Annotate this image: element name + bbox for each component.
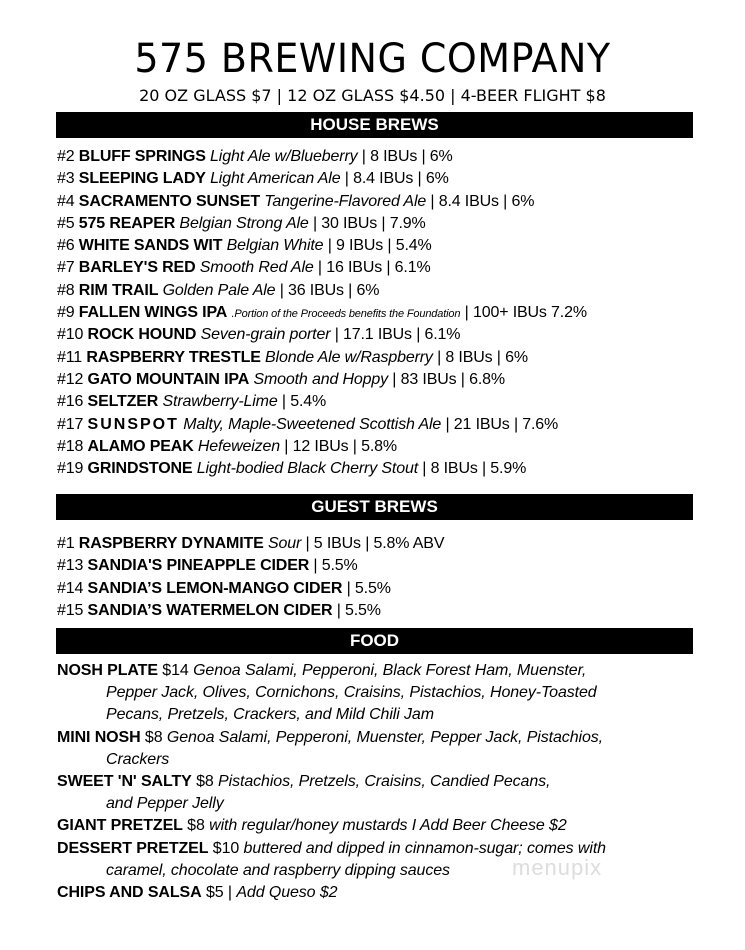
food-description: caramel, chocolate and raspberry dipping sauces (106, 861, 450, 879)
beer-item (57, 533, 707, 555)
beer-item (57, 391, 707, 413)
food-item (57, 771, 717, 815)
beer-name: ALAMO PEAK (87, 437, 194, 455)
beer-name: SUNSPOT (87, 415, 179, 433)
beer-number: #14 (57, 579, 84, 597)
beer-number: #15 (57, 601, 84, 619)
beer-number: #17 (57, 415, 84, 433)
page-title: 575 BREWING COMPANY (134, 36, 611, 82)
beer-stats: | 36 IBUs | 6% (275, 281, 380, 299)
food-price: $14 (162, 662, 189, 679)
beer-style: Blonde Ale w/Raspberry (265, 348, 433, 366)
beer-name: SANDIA’S WATERMELON CIDER (87, 601, 333, 619)
food-price: $8 (187, 817, 205, 835)
food-item (57, 727, 717, 771)
beer-stats: | 9 IBUs | 5.4% (323, 237, 432, 255)
beer-style: Strawberry-Lime (162, 393, 278, 411)
food-name: SWEET 'N' SALTY (57, 772, 192, 790)
beer-name: BLUFF SPRINGS (78, 148, 206, 165)
food-name: GIANT PRETZEL (57, 817, 183, 835)
beer-number: #6 (57, 237, 75, 255)
food-heading: FOOD (56, 628, 693, 654)
food-description: Genoa Salami, Pepperoni, Muenster, Pepper Jack, Pistachios, (166, 728, 603, 746)
beer-stats: | 83 IBUs | 6.8% (388, 370, 505, 388)
beer-stats: | 5.5% (342, 579, 391, 597)
food-description: and Pepper Jelly (106, 795, 224, 813)
beer-item (57, 146, 707, 168)
beer-style: Hefeweizen (197, 437, 281, 455)
beer-style: Light Ale w/Blueberry (210, 148, 358, 165)
food-description: Crackers (106, 750, 170, 768)
beer-item (57, 235, 707, 257)
beer-number: #5 (57, 214, 75, 232)
beer-stats: | 5.4% (277, 393, 327, 411)
beer-style: Sour (267, 535, 302, 552)
beer-stats: | 100+ IBUs 7.2% (460, 304, 587, 322)
beer-item (57, 324, 707, 346)
food-name: DESSERT PRETZEL (57, 839, 209, 857)
food-item (57, 660, 717, 727)
beer-stats: | 21 IBUs | 7.6% (441, 415, 559, 433)
food-item (57, 838, 717, 882)
food-description: with regular/honey mustards I Add Beer Cheese $2 (209, 817, 567, 835)
beer-stats: | 8 IBUs | 6% (432, 348, 528, 366)
food-name: NOSH PLATE (57, 662, 158, 679)
beer-stats: | 8.4 IBUs | 6% (426, 192, 535, 210)
beer-number: #9 (57, 304, 75, 322)
beer-item (57, 436, 707, 458)
beer-stats: | 12 IBUs | 5.8% (280, 437, 397, 455)
food-name: MINI NOSH (57, 728, 141, 746)
food-name: CHIPS AND SALSA (57, 883, 202, 901)
beer-style: Light-bodied Black Cherry Stout (196, 460, 418, 478)
beer-number: #19 (57, 460, 84, 478)
beer-name: GRINDSTONE (87, 460, 193, 478)
beer-stats: | 30 IBUs | 7.9% (308, 214, 426, 232)
beer-stats: | 17.1 IBUs | 6.1% (330, 326, 461, 344)
food-price: $8 (144, 728, 163, 746)
beer-number: #18 (57, 437, 84, 455)
food-price: $10 (212, 839, 240, 857)
food-item (57, 882, 717, 904)
beer-item (57, 369, 707, 391)
food-item (57, 815, 717, 837)
beer-item (57, 458, 707, 480)
beer-stats: | 5.5% (332, 601, 381, 619)
beer-style: .Portion of the Proceeds benefits the Foundation (231, 308, 461, 321)
beer-style: Belgian White (226, 237, 324, 255)
beer-number: #3 (57, 170, 75, 188)
separator: | (227, 883, 237, 901)
beer-number: #4 (57, 192, 75, 210)
guest-brews-heading: GUEST BREWS (56, 494, 693, 520)
beer-item (57, 600, 707, 622)
beer-item (57, 555, 707, 577)
beer-name: SANDIA'S PINEAPPLE CIDER (87, 557, 310, 575)
beer-stats: | 8 IBUs | 6% (357, 148, 453, 165)
food-description: Pepper Jack, Olives, Cornichons, Craisins, Pistachios, Honey-Toasted (106, 684, 597, 702)
beer-style: Malty, Maple-Sweetened Scottish Ale (183, 415, 442, 433)
beer-stats: | 16 IBUs | 6.1% (313, 259, 431, 277)
beer-name: RIM TRAIL (78, 281, 159, 299)
beer-style: Light American Ale (210, 170, 341, 188)
beer-number: #8 (57, 281, 75, 299)
beer-name: FALLEN WINGS IPA (78, 304, 228, 322)
beer-name: RASPBERRY TRESTLE (86, 348, 261, 366)
beer-item (57, 414, 707, 436)
house-brews-list (57, 146, 707, 480)
beer-item (57, 213, 707, 235)
beer-number: #2 (57, 148, 75, 165)
beer-number: #1 (57, 535, 75, 552)
food-list (57, 660, 717, 904)
beer-style: Smooth Red Ale (199, 259, 314, 277)
beer-name: RASPBERRY DYNAMITE (78, 535, 264, 552)
beer-name: ROCK HOUND (87, 326, 197, 344)
beer-name: 575 REAPER (78, 214, 176, 232)
beer-item (57, 168, 707, 190)
food-description: Pecans, Pretzels, Crackers, and Mild Chili Jam (106, 706, 434, 724)
beer-item (57, 191, 707, 213)
beer-name: SACRAMENTO SUNSET (78, 192, 260, 210)
beer-item (57, 257, 707, 279)
beer-stats: | 8.4 IBUs | 6% (340, 170, 449, 188)
beer-item (57, 578, 707, 600)
beer-style: Seven-grain porter (200, 326, 331, 344)
beer-stats: | 5 IBUs | 5.8% ABV (301, 535, 445, 552)
beer-name: SELTZER (87, 393, 159, 411)
house-brews-heading: HOUSE BREWS (56, 112, 693, 138)
beer-number: #12 (57, 370, 84, 388)
food-description: Pistachios, Pretzels, Craisins, Candied Pecans, (218, 772, 551, 790)
beer-number: #7 (57, 259, 75, 277)
beer-style: Belgian Strong Ale (179, 214, 309, 232)
food-price: $5 (205, 883, 224, 901)
beer-item (57, 347, 707, 369)
beer-item (57, 302, 707, 324)
beer-name: BARLEY'S RED (78, 259, 196, 277)
food-price: $8 (196, 772, 214, 790)
food-description: Genoa Salami, Pepperoni, Black Forest Ham, Muenster, (193, 662, 587, 679)
beer-name: GATO MOUNTAIN IPA (87, 370, 250, 388)
beer-stats: | 5.5% (309, 557, 358, 575)
beer-number: #11 (57, 348, 83, 366)
beer-stats: | 8 IBUs | 5.9% (417, 460, 527, 478)
guest-brews-list (57, 533, 707, 622)
beer-style: Smooth and Hoppy (253, 370, 389, 388)
price-subtitle: 20 OZ GLASS $7 | 12 OZ GLASS $4.50 | 4-BEER FLIGHT $8 (139, 86, 606, 105)
beer-name: SANDIA’S LEMON-MANGO CIDER (87, 579, 343, 597)
beer-number: #16 (57, 393, 84, 411)
beer-style: Golden Pale Ale (162, 281, 276, 299)
beer-name: SLEEPING LADY (78, 170, 206, 188)
beer-name: WHITE SANDS WIT (78, 237, 223, 255)
beer-style: Tangerine-Flavored Ale (264, 192, 427, 210)
beer-item (57, 280, 707, 302)
food-description: Add Queso $2 (236, 883, 338, 901)
beer-number: #13 (57, 557, 84, 575)
watermark: menupix (512, 855, 603, 880)
beer-number: #10 (57, 326, 84, 344)
food-description: buttered and dipped in cinnamon-sugar; comes with (243, 839, 606, 857)
